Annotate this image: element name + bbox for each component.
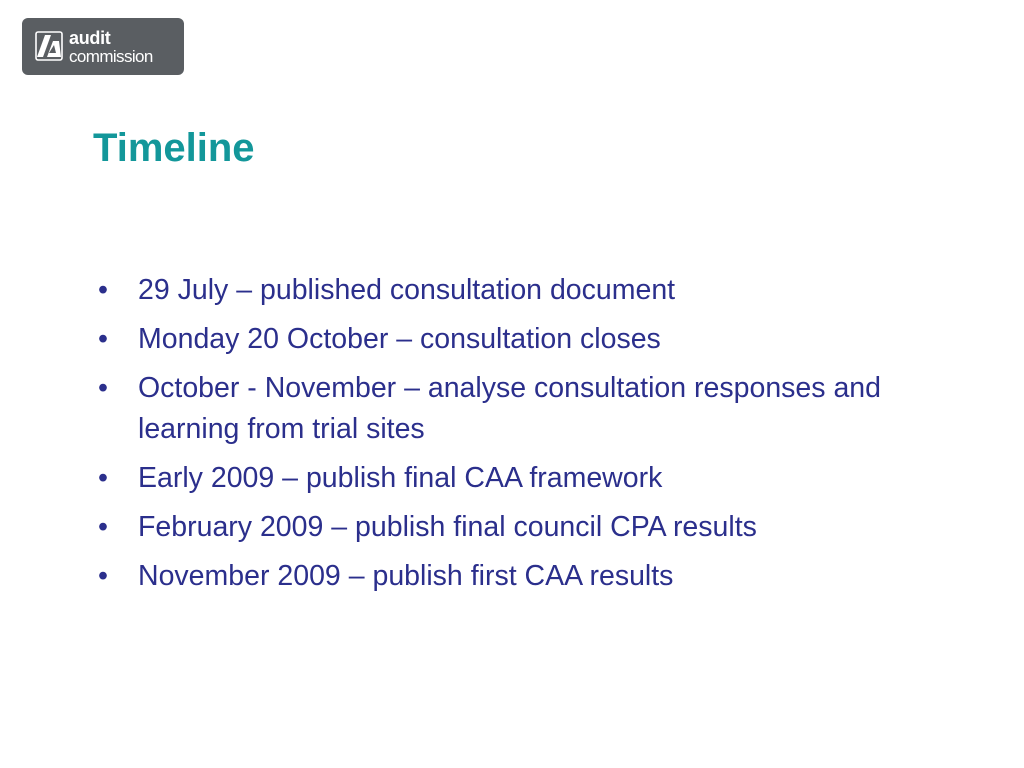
audit-commission-logo: [22, 18, 184, 75]
bullet-icon: •: [98, 323, 108, 355]
timeline-item-text: November 2009 – publish first CAA results: [138, 560, 674, 592]
logo-text-commission: commission: [69, 47, 153, 66]
bullet-icon: •: [98, 274, 108, 306]
slide-title: Timeline: [93, 126, 255, 170]
timeline-list: [98, 270, 918, 605]
timeline-item: [98, 507, 918, 548]
timeline-item: [98, 556, 918, 597]
bullet-icon: •: [98, 560, 108, 592]
timeline-item-text: Early 2009 – publish final CAA framework: [138, 462, 663, 494]
timeline-item: [98, 368, 918, 450]
timeline-item-text: February 2009 – publish final council CPA results: [138, 511, 757, 543]
timeline-item: [98, 270, 918, 311]
logo-text-audit: audit: [69, 28, 111, 48]
timeline-item-text: October - November – analyse consultation responses and learning from trial sites: [138, 372, 881, 445]
logo-wordmark: [69, 29, 153, 65]
timeline-item: [98, 319, 918, 360]
bullet-icon: •: [98, 462, 108, 494]
bullet-icon: •: [98, 511, 108, 543]
timeline-item-text: Monday 20 October – consultation closes: [138, 323, 661, 355]
logo-mark-icon: [35, 31, 63, 61]
bullet-icon: •: [98, 372, 108, 404]
timeline-item: [98, 458, 918, 499]
timeline-item-text: 29 July – published consultation document: [138, 274, 676, 306]
